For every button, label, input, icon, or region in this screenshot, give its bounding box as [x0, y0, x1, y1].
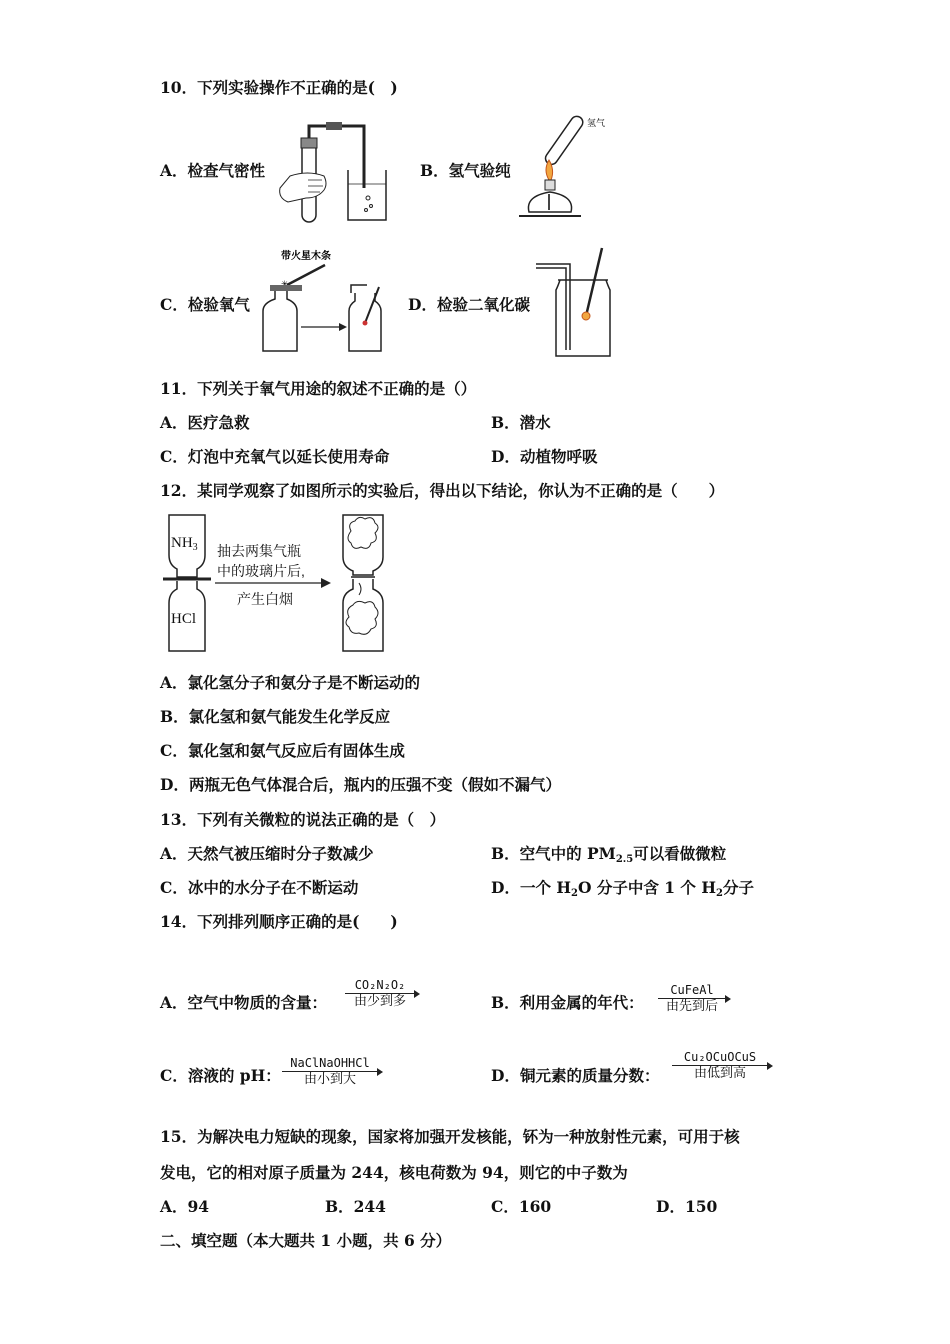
q14-option-a: A．空气中物质的含量：: [160, 993, 328, 1012]
q11-option-d: D．动植物呼吸: [491, 447, 598, 466]
q12-caption-1: 抽去两集气瓶: [217, 543, 301, 559]
q13-option-d: D．一个 $H_2O$ 分子中含 1 个 $H_2$分子: [491, 878, 754, 899]
q10-figure-c-oxygen-test: [255, 245, 405, 360]
q11-option-a: A．医疗急救: [160, 413, 250, 432]
q14-option-d: D．铜元素的质量分数：: [491, 1066, 660, 1085]
q14-option-c: C．溶液的 pH：: [160, 1066, 281, 1085]
section-2-heading: 二、填空题（本大题共 1 小题，共 6 分）: [160, 1231, 452, 1250]
q11-option-b: B．潜水: [491, 413, 551, 432]
q12-caption-3: 产生白烟: [237, 591, 293, 607]
q14-c-order: NaClNaOHHCl 由小到大: [282, 1056, 378, 1088]
q12-option-c: C．氯化氢和氨气反应后有固体生成: [160, 741, 405, 760]
q10-figure-a-airtightness: [268, 118, 398, 228]
q12-option-b: B．氯化氢和氨气能发生化学反应: [160, 707, 391, 726]
q12-stem: 12．某同学观察了如图所示的实验后，得出以下结论，你认为不正确的是（ ）: [160, 481, 725, 500]
q15-option-c: C．160: [491, 1197, 552, 1216]
q14-a-order: CO₂N₂O₂ 由少到多: [345, 978, 415, 1010]
q10-figure-b-hydrogen-test: [515, 112, 625, 222]
q10-stem: 10．下列实验操作不正确的是( ): [160, 78, 398, 97]
q10-option-a: A．检查气密性: [160, 161, 266, 180]
q13-option-a: A．天然气被压缩时分子数减少: [160, 844, 374, 863]
q15-stem-line2: 发电，它的相对原子质量为 244，核电荷数为 94，则它的中子数为: [160, 1163, 628, 1182]
q12-option-a: A．氯化氢分子和氨分子是不断运动的: [160, 673, 421, 692]
q15-option-d: D．150: [656, 1197, 718, 1216]
q12-bottom-gas-label: HCl: [171, 611, 197, 627]
q11-stem: 11．下列关于氧气用途的叙述不正确的是（）: [160, 379, 477, 398]
q10-option-d: D．检验二氧化碳: [408, 295, 530, 314]
q14-d-order: Cu₂OCuOCuS 由低到高: [672, 1050, 768, 1082]
q15-option-b: B．244: [325, 1197, 386, 1216]
q13-stem: 13．下列有关微粒的说法正确的是（ ）: [160, 810, 446, 829]
q10-option-b: B．氢气验纯: [420, 161, 511, 180]
q15-option-a: A．94: [160, 1197, 210, 1216]
q10-figure-d-co2-test: [528, 244, 618, 362]
q14-option-b: B．利用金属的年代：: [491, 993, 644, 1012]
q13-option-b: B．空气中的 $PM_{2.5}$可以看做微粒: [491, 844, 727, 865]
q12-top-gas-label: $NH_3$: [171, 535, 198, 553]
q11-option-c: C．灯泡中充氧气以延长使用寿命: [160, 447, 390, 466]
q12-option-d: D．两瓶无色气体混合后，瓶内的压强不变（假如不漏气）: [160, 775, 561, 794]
q14-stem: 14．下列排列顺序正确的是( ): [160, 912, 398, 931]
q10-c-splint-label: 带火星木条: [281, 251, 331, 262]
q13-option-c: C．冰中的水分子在不断运动: [160, 878, 359, 897]
q10-b-hydrogen-label: 氢气: [587, 119, 606, 129]
q15-stem-line1: 15．为解决电力短缺的现象，国家将加强开发核能，钚为一种放射性元素，可用于核: [160, 1127, 740, 1146]
q12-figure: [165, 513, 395, 655]
q12-caption-2: 中的玻璃片后,: [217, 563, 305, 579]
q14-b-order: CuFeAl 由先到后: [658, 983, 726, 1015]
q10-option-c: C．检验氧气: [160, 295, 250, 314]
